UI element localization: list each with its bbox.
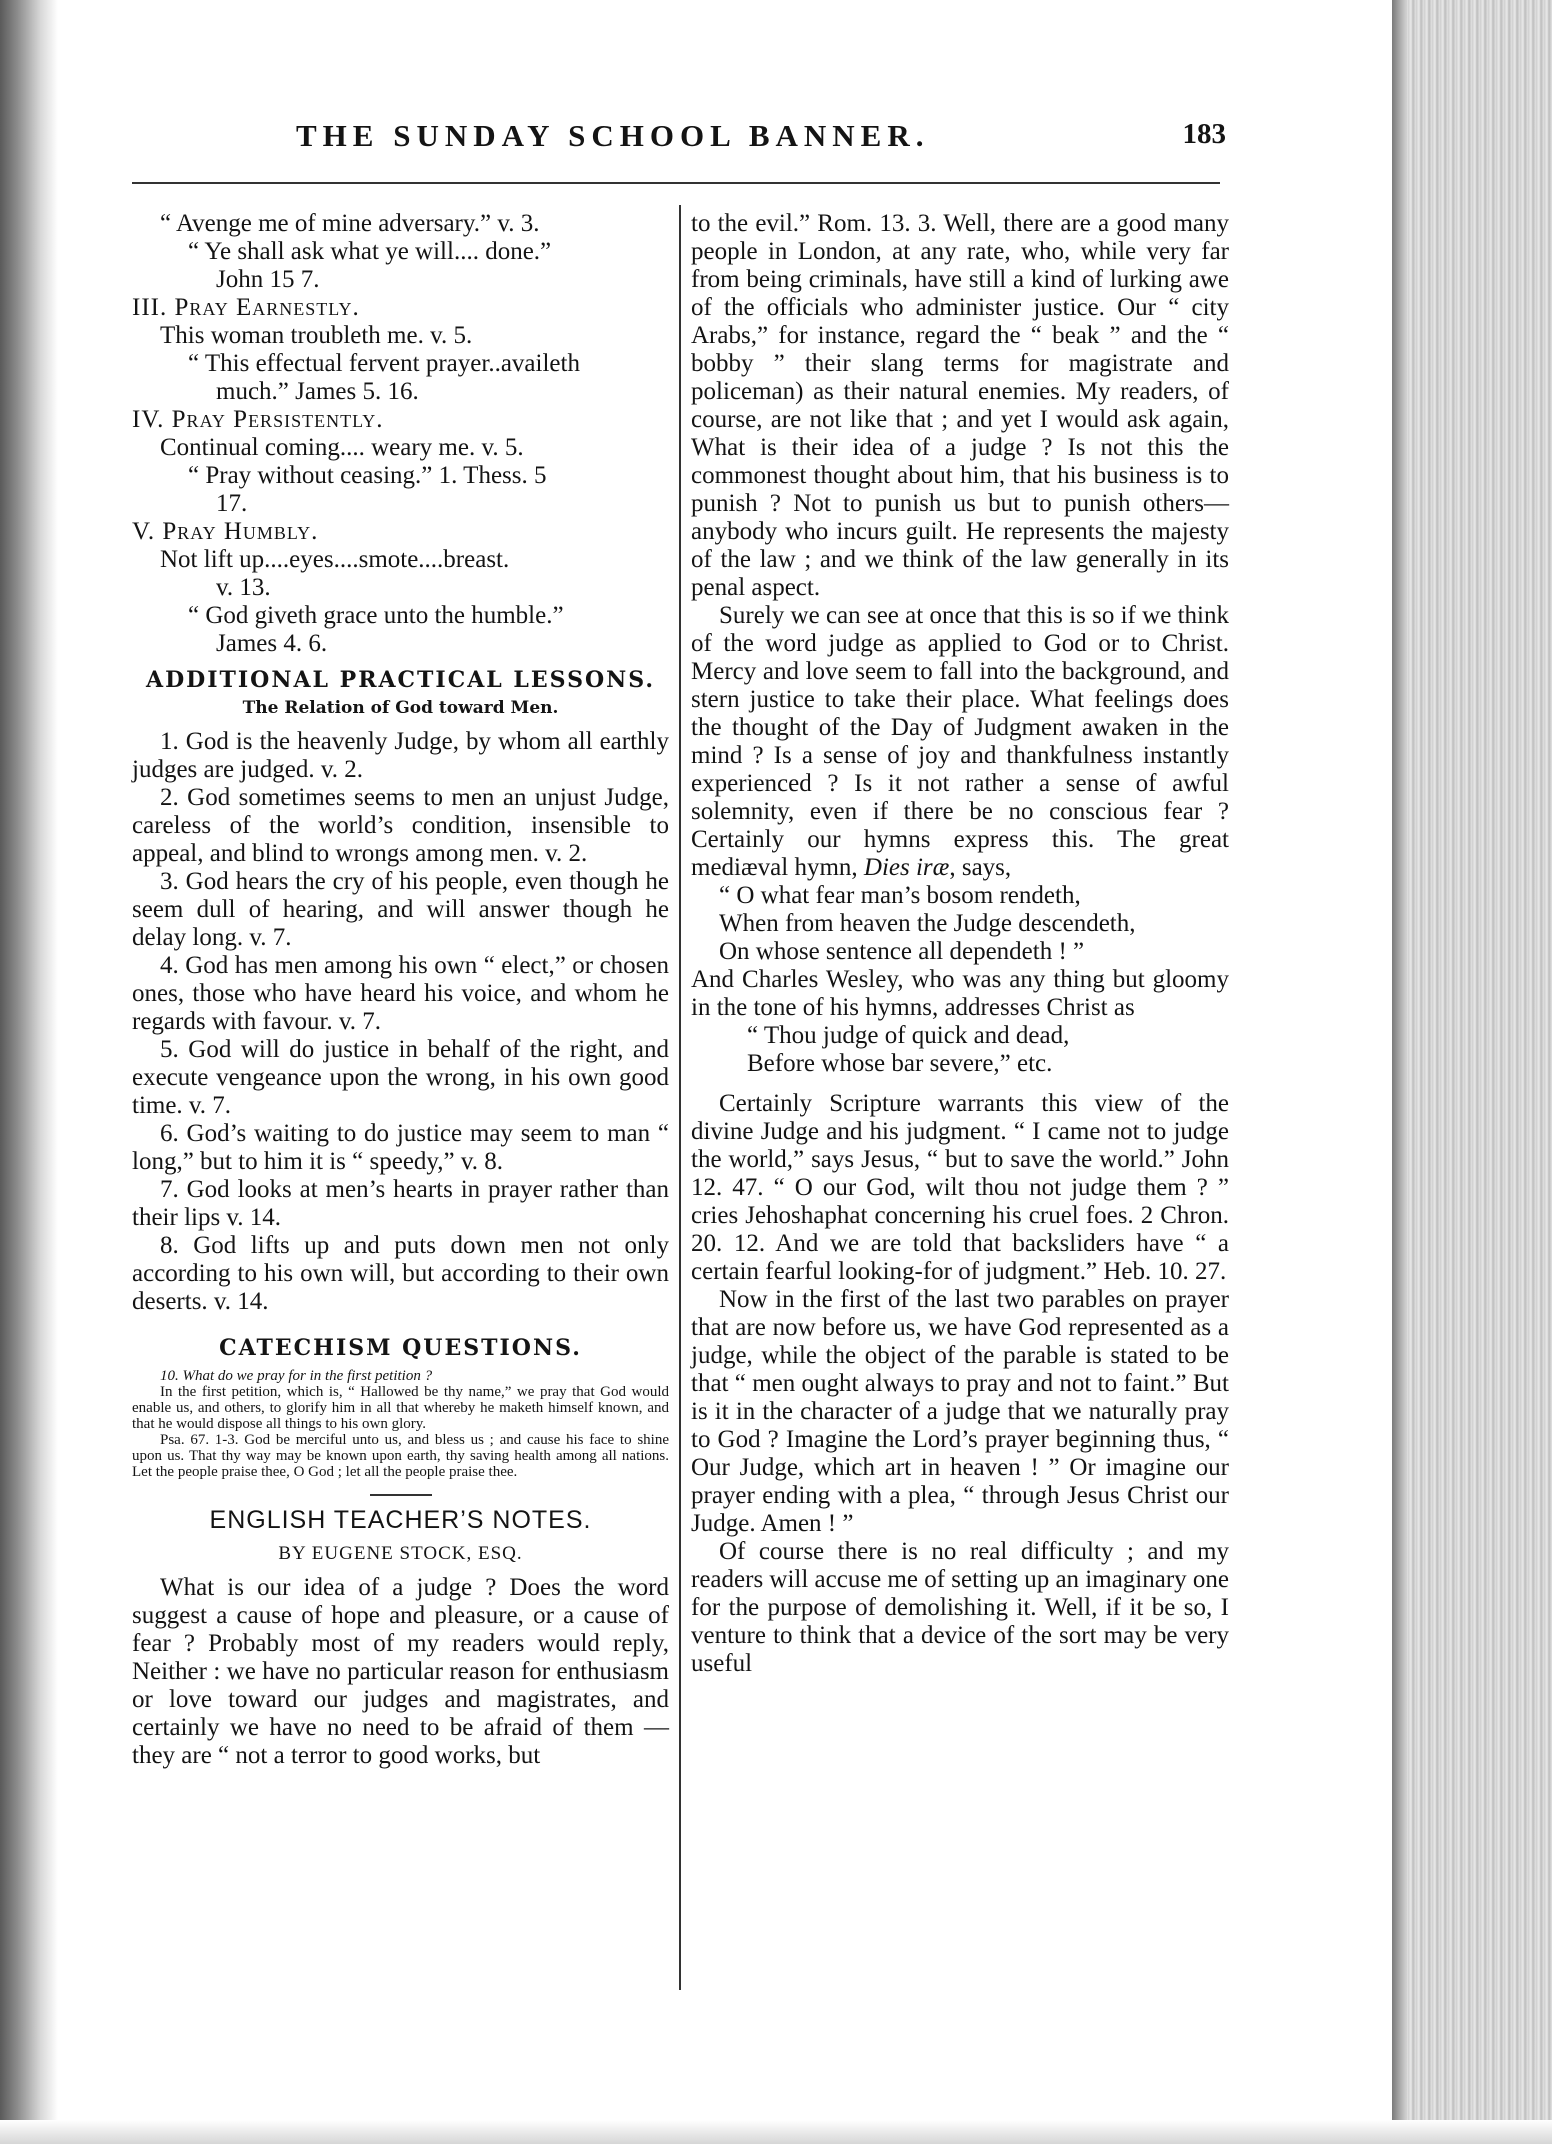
outline-line: “ God giveth grace unto the humble.” [188,602,564,629]
page-edges [1392,0,1552,2144]
notes-byline: BY EUGENE STOCK, ESQ. [278,1543,523,1564]
outline-line: 17. [216,490,248,517]
verse-line: “ Thou judge of quick and dead, [747,1022,1070,1049]
book-binding-shadow [0,0,58,2144]
paragraph: Of course there is no real difficulty ; and my readers will accuse me of setting up an imaginary one for the purpose of demolishing it. Well, if it be so, I venture to think that a device of the sort may be very useful [691,1538,1230,1677]
outline-line: John 15 7. [216,266,320,293]
outline-line: “ Pray without ceasing.” 1. Thess. 5 [188,462,547,489]
running-title: THE SUNDAY SCHOOL BANNER. [296,118,930,153]
catechism-question: 10. What do we pray for in the first petition ? [160,1368,433,1384]
verse-line: “ O what fear man’s bosom rendeth, [719,882,1081,909]
lessons-subheading: The Relation of God toward Men. [242,698,559,718]
notes-paragraph: What is our idea of a judge ? Does the word suggest a cause of hope and pleasure, or a cause of fear ? Probably most of my readers would reply, Neither : we have no particular reason for enthusiasm or love toward our judges and magistrates, and certainly we have no need to be afraid of them —they are “ not a terror to good works, but [132,1574,669,1769]
lesson-item: 2. God sometimes seems to men an unjust Judge, careless of the world’s condition, insensible to appeal, and blind to wrongs among men. v. 2. [132,784,669,867]
lesson-item: 8. God lifts up and puts down men not only according to his own will, but according to their own deserts. v. 14. [132,1232,669,1315]
column-divider [679,205,681,1990]
outline-line: “ Avenge me of mine adversary.” v. 3. [160,210,540,237]
paragraph: And Charles Wesley, who was any thing but gloomy in the tone of his hymns, addresses Christ as [691,966,1229,1021]
outline-line: “ Ye shall ask what ye will.... done.” [188,238,552,265]
right-column [691,210,1229,1678]
verse-line: Before whose bar severe,” etc. [747,1050,1053,1077]
page-number: 183 [1182,118,1226,150]
verse-line: On whose sentence all dependeth ! ” [719,938,1085,965]
lesson-item: 7. God looks at men’s hearts in prayer rather than their lips v. 14. [132,1176,669,1231]
lesson-item: 5. God will do justice in behalf of the right, and execute vengeance upon the wrong, in his own good time. v. 7. [132,1036,669,1119]
outline-line: Continual coming.... weary me. v. 5. [160,434,524,461]
paragraph-text: Surely we can see at once that this is so if we think of the word judge as applied to God or to Christ. Mercy and love seem to fall into the background, and stern justice to take their place. What feelings does the thought of the Day of Judgment awaken in the mind ? Is a sense of joy and thankfulness instantly experienced ? Is it not rather a sense of awful solemnity, even if there be no conscious fear ? Certainly our hymns express this. The great mediæval hymn, [691,602,1229,881]
catechism-scripture: Psa. 67. 1-3. God be merciful unto us, and bless us ; and cause his face to shine upon us. That thy way may be known upon earth, thy saving health among all nations. Let the people praise thee, O God ; let all the people praise thee. [132,1432,669,1480]
outline-line: This woman troubleth me. v. 5. [160,322,473,349]
outline-line: v. 13. [216,574,271,601]
section-rule [370,1494,432,1496]
left-column [132,210,669,1770]
outline-line: Not lift up....eyes....smote....breast. [160,546,510,573]
header-rule [132,182,1220,184]
hymn-verse [691,1022,1229,1078]
outline-heading: III. Pray Earnestly. [132,294,360,321]
lesson-item: 1. God is the heavenly Judge, by whom all earthly judges are judged. v. 2. [132,728,669,783]
lesson-outline [132,210,669,658]
outline-line: James 4. 6. [216,630,328,657]
lesson-item: 3. God hears the cry of his people, even though he seem dull of hearing, and will answer though he delay long. v. 7. [132,868,669,951]
notes-title: ENGLISH TEACHER’S NOTES. [209,1506,592,1534]
paragraph [691,602,1229,882]
paragraph: Now in the first of the last two parables on prayer that are now before us, we have God represented as a judge, while the object of the parable is stated to be that “ men ought always to pray and not to faint.” But is it in the character of a judge that we naturally pray to God ? Imagine the Lord’s prayer beginning thus, “ Our Judge, which art in heaven ! ” Or imagine our prayer ending with a plea, “ through Jesus Christ our Judge. Amen ! ” [691,1286,1229,1537]
page-header [296,118,1226,168]
outline-line: much.” James 5. 16. [216,378,419,405]
lesson-item: 4. God has men among his own “ elect,” or chosen ones, those who have heard his voice, and whom he regards with favour. v. 7. [132,952,669,1035]
lessons-heading: ADDITIONAL PRACTICAL LESSONS. [146,667,655,693]
hymn-verse [691,882,1229,966]
catechism-heading: CATECHISM QUESTIONS. [219,1335,582,1361]
lesson-item: 6. God’s waiting to do justice may seem to man “ long,” but to him it is “ speedy,” v. 8. [132,1120,669,1175]
paragraph: to the evil.” Rom. 13. 3. Well, there are a good many people in London, at any rate, who, while very far from being criminals, have still a kind of lurking awe of the officials who administer justice. Our “ city Arabs,” for instance, regard the “ beak ” and the “ bobby ” their slang terms for magistrate and policeman) as their natural enemies. My readers, of course, are not like that ; and yet I would ask again, What is their idea of a judge ? Is not this the commonest thought about him, that his business is to punish ? Not to punish us but to punish others—anybody who incurs guilt. He represents the majesty of the law ; and we think of the law generally in its penal aspect. [691,210,1229,601]
hymn-title: Dies iræ [863,854,950,881]
outline-heading: V. Pray Humbly. [132,518,319,545]
outline-line: “ This effectual fervent prayer..availeth [188,350,580,377]
paragraph: Certainly Scripture warrants this view of the divine Judge and his judgment. “ I came not to judge the world,” says Jesus, “ but to save the world.” John 12. 47. “ O our God, wilt thou not judge them ? ” cries Jehoshaphat concerning his cruel foes. 2 Chron. 20. 12. And we are told that backsliders have “ a certain fearful looking-for of judgment.” Heb. 10. 27. [691,1090,1229,1285]
catechism-answer: In the first petition, which is, “ Hallowed be thy name,” we pray that God would enable us, and others, to glorify him in all that whereby he maketh himself known, and that he would dispose all things to his own glory. [132,1384,669,1432]
outline-heading: IV. Pray Persistently. [132,406,384,433]
verse-line: When from heaven the Judge descendeth, [719,910,1136,937]
lessons-list [132,728,669,1316]
bottom-shadow [0,2120,1552,2144]
paragraph-text: , says, [949,854,1012,881]
